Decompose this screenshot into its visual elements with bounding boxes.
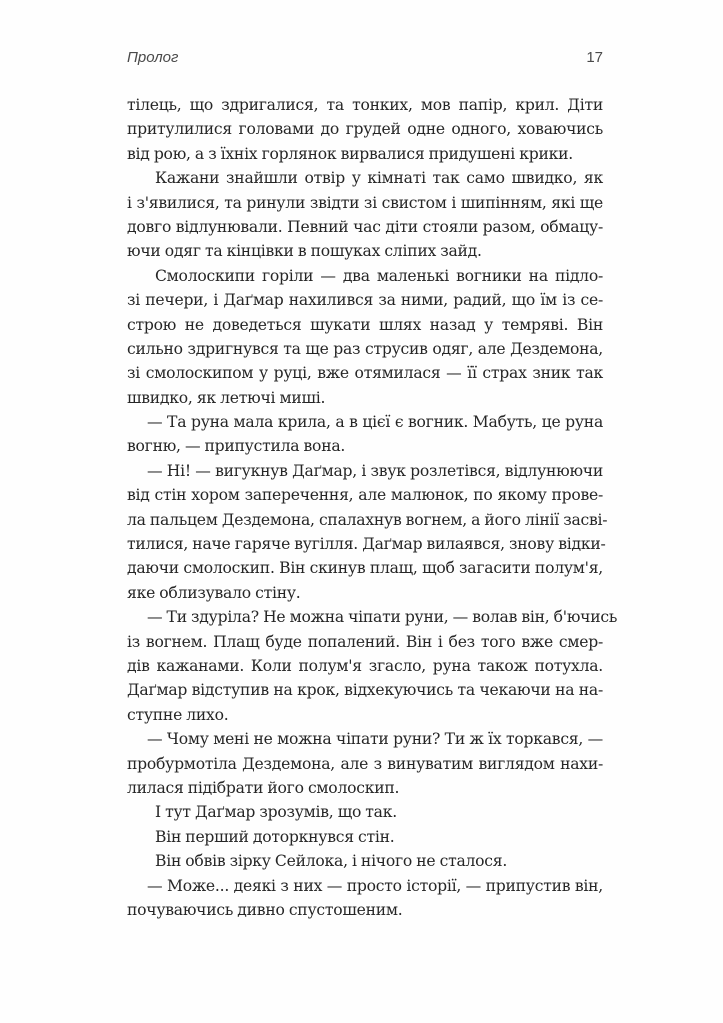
text-line: Він перший доторкнувся стін. [155,827,395,846]
text-line: ючи одяг та кінцівки в пошуках сліпих зайд. [127,242,482,261]
body-text [127,93,618,922]
text-line: — Чому мені не можна чіпати руни? Ти ж їх торкався, — [147,730,603,749]
text-line: строю не доведеться шукати шлях назад у темряві. Він [127,315,603,334]
page-number: 17 [586,49,603,66]
text-line: даючи смолоскип. Він скинув плащ, щоб загасити полум'я, [127,559,603,578]
text-line: зі печери, і Даґмар нахилився за ними, радий, що їм із се- [127,291,603,310]
text-line: Смолоскипи горіли — два маленькі вогники на підло- [155,266,603,285]
text-line: Даґмар відступив на крок, відхекуючись та чекаючи на на- [127,681,603,700]
text-line: лилася підібрати його смолоскип. [127,778,400,797]
text-line: і з'явилися, та ринули звідти зі свистом і шипінням, які ще [127,193,603,212]
text-line: зі смолоскипом у руці, вже отямилася — її страх зник так [127,364,603,383]
text-line: — Може... деякі з них — просто історії, — припустив він, [147,876,603,895]
text-line: тілець, що здригалися, та тонких, мов папір, крил. Діти [127,96,603,114]
text-line: від стін хором заперечення, але малюнок, по якому прове- [127,486,603,505]
text-line: ступне лихо. [127,705,229,724]
text-line: пробурмотіла Дездемона, але з винуватим виглядом нахи- [127,754,603,773]
text-line: притулилися головами до грудей одне одного, ховаючись [127,120,603,139]
text-line: — Ти здуріла? Не можна чіпати руни, — волав він, б'ючись [147,608,618,627]
text-line: почуваючись дивно спустошеним. [127,900,403,919]
text-line: І тут Даґмар зрозумів, що так. [155,803,397,822]
chapter-title: Пролог [127,49,179,66]
text-line: дів кажанами. Коли полум'я згасло, руна також потухла. [127,656,603,675]
text-line: довго відлунювали. Певний час діти стояли разом, обмацу- [127,217,603,236]
text-line: швидко, як летючі миші. [127,388,326,407]
text-line: — Та руна мала крила, а в цієї є вогник. Мабуть, це руна [147,413,603,432]
text-line: — Ні! — вигукнув Даґмар, і звук розлетівся, відлунюючи [147,461,603,480]
text-line: вогню, — припустила вона. [127,437,346,456]
text-line: Кажани знайшли отвір у кімнаті так само швидко, як [155,169,603,188]
text-line: тилися, наче гаряче вугілля. Даґмар вилаявся, знову відки- [127,535,606,554]
text-line: із вогнем. Плащ буде попалений. Він і без того вже смер- [127,632,603,651]
text-line: ла пальцем Дездемона, спалахнув вогнем, а його лінії засві- [127,510,608,529]
text-line: яке облизувало стіну. [127,583,301,602]
running-head [127,49,603,71]
text-line: сильно здригнувся та ще раз струсив одяг, але Дездемона, [127,339,603,358]
text-line: від рою, а з їхніх горлянок вирвалися придушені крики. [127,144,573,163]
text-line: Він обвів зірку Сейлока, і нічого не сталося. [155,852,508,871]
